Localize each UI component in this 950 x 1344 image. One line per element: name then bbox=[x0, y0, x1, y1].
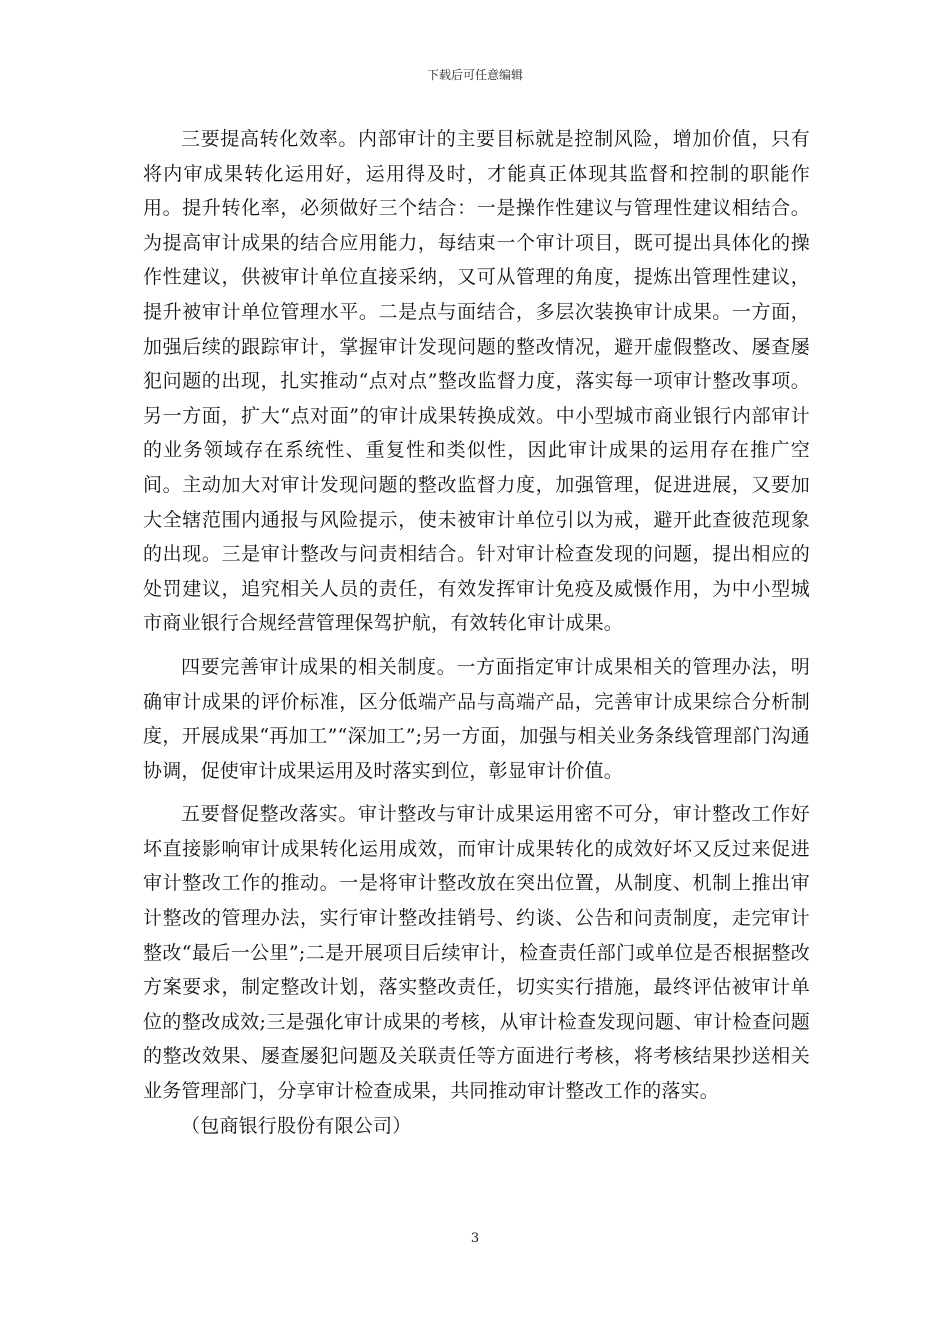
paragraph-efficiency: 三要提高转化效率。内部审计的主要目标就是控制风险，增加价值，只有将内审成果转化运用好，运用得及时，才能真正体现其监督和控制的职能作用。提升转化率，必须做好三个结合：一是操作性建议与管理性建议相结合。为提高审计成果的结合应用能力，每结束一个审计项目，既可提出具体化的操作性建议，供被审计单位直接采纳，又可从管理的角度，提炼出管理性建议，提升被审计单位管理水平。二是点与面结合，多层次装换审计成果。一方面，加强后续的跟踪审计，掌握审计发现问题的整改情况，避开虚假整改、屡查屡犯问题的出现，扎实推动“点对点”整改监督力度，落实每一项审计整改事项。另一方面，扩大“点对面”的审计成果转换成效。中小型城市商业银行内部审计的业务领域存在系统性、重复性和类似性，因此审计成果的运用存在推广空间。主动加大对审计发现问题的整改监督力度，加强管理，促进进展，又要加大全辖范围内通报与风险提示，使未被审计单位引以为戒，避开此查彼范现象的出现。三是审计整改与问责相结合。针对审计检查发现的问题，提出相应的处罚建议，追究相关人员的责任，有效发挥审计免疫及威慑作用，为中小型城市商业银行合规经营管理保驾护航，有效转化审计成果。 bbox=[143, 128, 810, 635]
paragraph-rectification: 五要督促整改落实。审计整改与审计成果运用密不可分，审计整改工作好坏直接影响审计成果转化运用成效，而审计成果转化的成效好坏又反过来促进审计整改工作的推动。一是将审计整改放在突出位置，从制度、机制上推出审计整改的管理办法，实行审计整改挂销号、约谈、公告和问责制度，走完审计整改“最后一公里”;二是开展项目后续审计，检查责任部门或单位是否根据整改方案要求，制定整改计划，落实整改责任，切实实行措施，最终评估被审计单位的整改成效;三是强化审计成果的考核，从审计检查发现问题、审计检查问题的整改效果、屡查屡犯问题及关联责任等方面进行考核，将考核结果抄送相关业务管理部门，分享审计检查成果，共同推动审计整改工作的落实。 bbox=[143, 803, 810, 1103]
page-header: 下载后可任意编辑 bbox=[426, 68, 523, 82]
page-number: 3 bbox=[470, 1231, 480, 1246]
paragraph-author: （包商银行股份有限公司） bbox=[181, 1114, 412, 1137]
paragraph-system: 四要完善审计成果的相关制度。一方面指定审计成果相关的管理办法，明确审计成果的评价标准，区分低端产品与高端产品，完善审计成果综合分析制度，开展成果“再加工”“深加工”;另一方面，加强与相关业务条线管理部门沟通协调，促使审计成果运用及时落实到位，彰显审计价值。 bbox=[143, 655, 810, 782]
document-body bbox=[143, 122, 810, 1143]
